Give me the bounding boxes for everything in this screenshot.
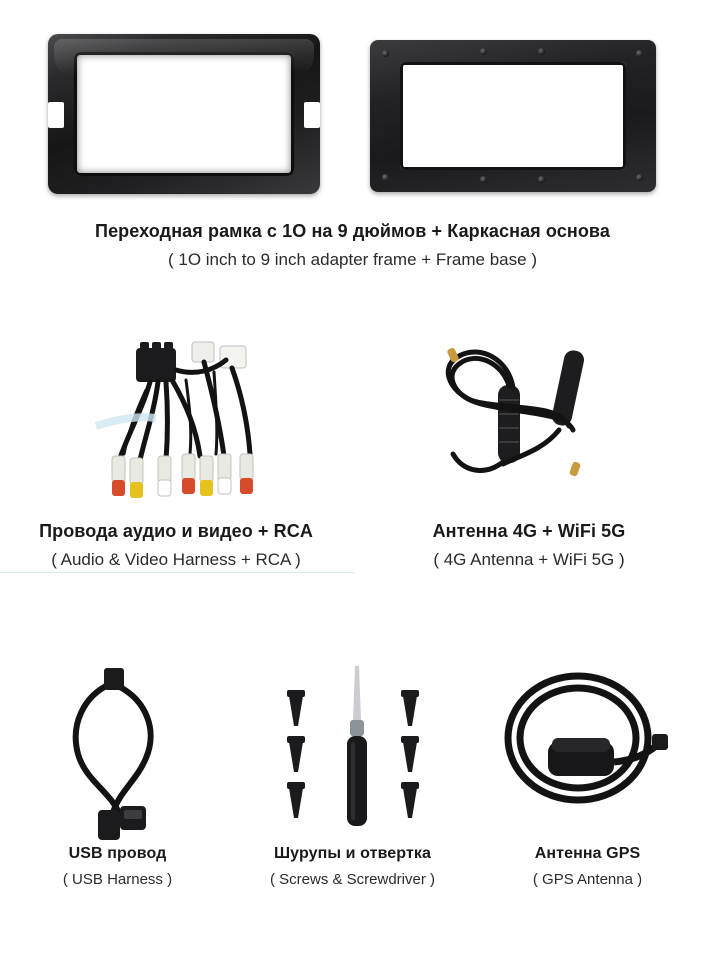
- adapter-frame-icon: [48, 34, 320, 194]
- screw-hole: [382, 174, 389, 181]
- decorative-hairline: [0, 572, 355, 573]
- screws-and-screwdriver-icon: [235, 650, 470, 840]
- screw-hole: [538, 176, 545, 183]
- frame-section: [0, 14, 705, 271]
- usb-harness-caption-ru: USB провод: [68, 845, 167, 862]
- frame-section-images: [0, 14, 705, 194]
- screw-hole: [636, 174, 643, 181]
- gps-antenna-caption-ru: Антенна GPS: [534, 845, 641, 862]
- 4g-wifi-antenna-block: [353, 330, 705, 571]
- gps-antenna-block: [470, 650, 705, 890]
- screw-hole: [636, 50, 643, 57]
- audio-video-harness-caption-ru: Провода аудио и видео + RCA: [39, 521, 313, 541]
- screws-screwdriver-caption-en: ( Screws & Screwdriver ): [269, 871, 436, 888]
- adapter-frame-notch-left: [48, 102, 64, 128]
- screws-screwdriver-block: [235, 650, 470, 890]
- screw-hole: [382, 50, 389, 57]
- screws-screwdriver-caption-ru: Шурупы и отвертка: [273, 845, 432, 862]
- gps-antenna-icon: [470, 650, 705, 840]
- screw-hole: [480, 48, 487, 55]
- usb-harness-caption-en: ( USB Harness ): [62, 871, 173, 888]
- audio-video-harness-block: [0, 330, 352, 571]
- audio-video-harness-caption-en: ( Audio & Video Harness + RCA ): [51, 549, 301, 569]
- frame-base-icon: [370, 40, 656, 192]
- audio-video-harness-icon: [0, 330, 352, 510]
- 4g-wifi-antenna-icon: [353, 330, 705, 510]
- 4g-wifi-antenna-caption-en: ( 4G Antenna + WiFi 5G ): [433, 549, 625, 569]
- screw-hole: [480, 176, 487, 183]
- usb-harness-icon: [0, 650, 235, 840]
- 4g-wifi-antenna-caption-ru: Антенна 4G + WiFi 5G: [432, 521, 626, 541]
- adapter-frame-notch-right: [304, 102, 320, 128]
- screw-hole: [538, 48, 545, 55]
- adapter-frame-caption-ru: Переходная рамка с 1O на 9 дюймов + Каркасная основа: [95, 221, 610, 241]
- gps-antenna-caption-en: ( GPS Antenna ): [532, 871, 643, 888]
- usb-harness-block: [0, 650, 235, 890]
- adapter-frame-caption-en: ( 1O inch to 9 inch adapter frame + Frame base ): [168, 249, 537, 269]
